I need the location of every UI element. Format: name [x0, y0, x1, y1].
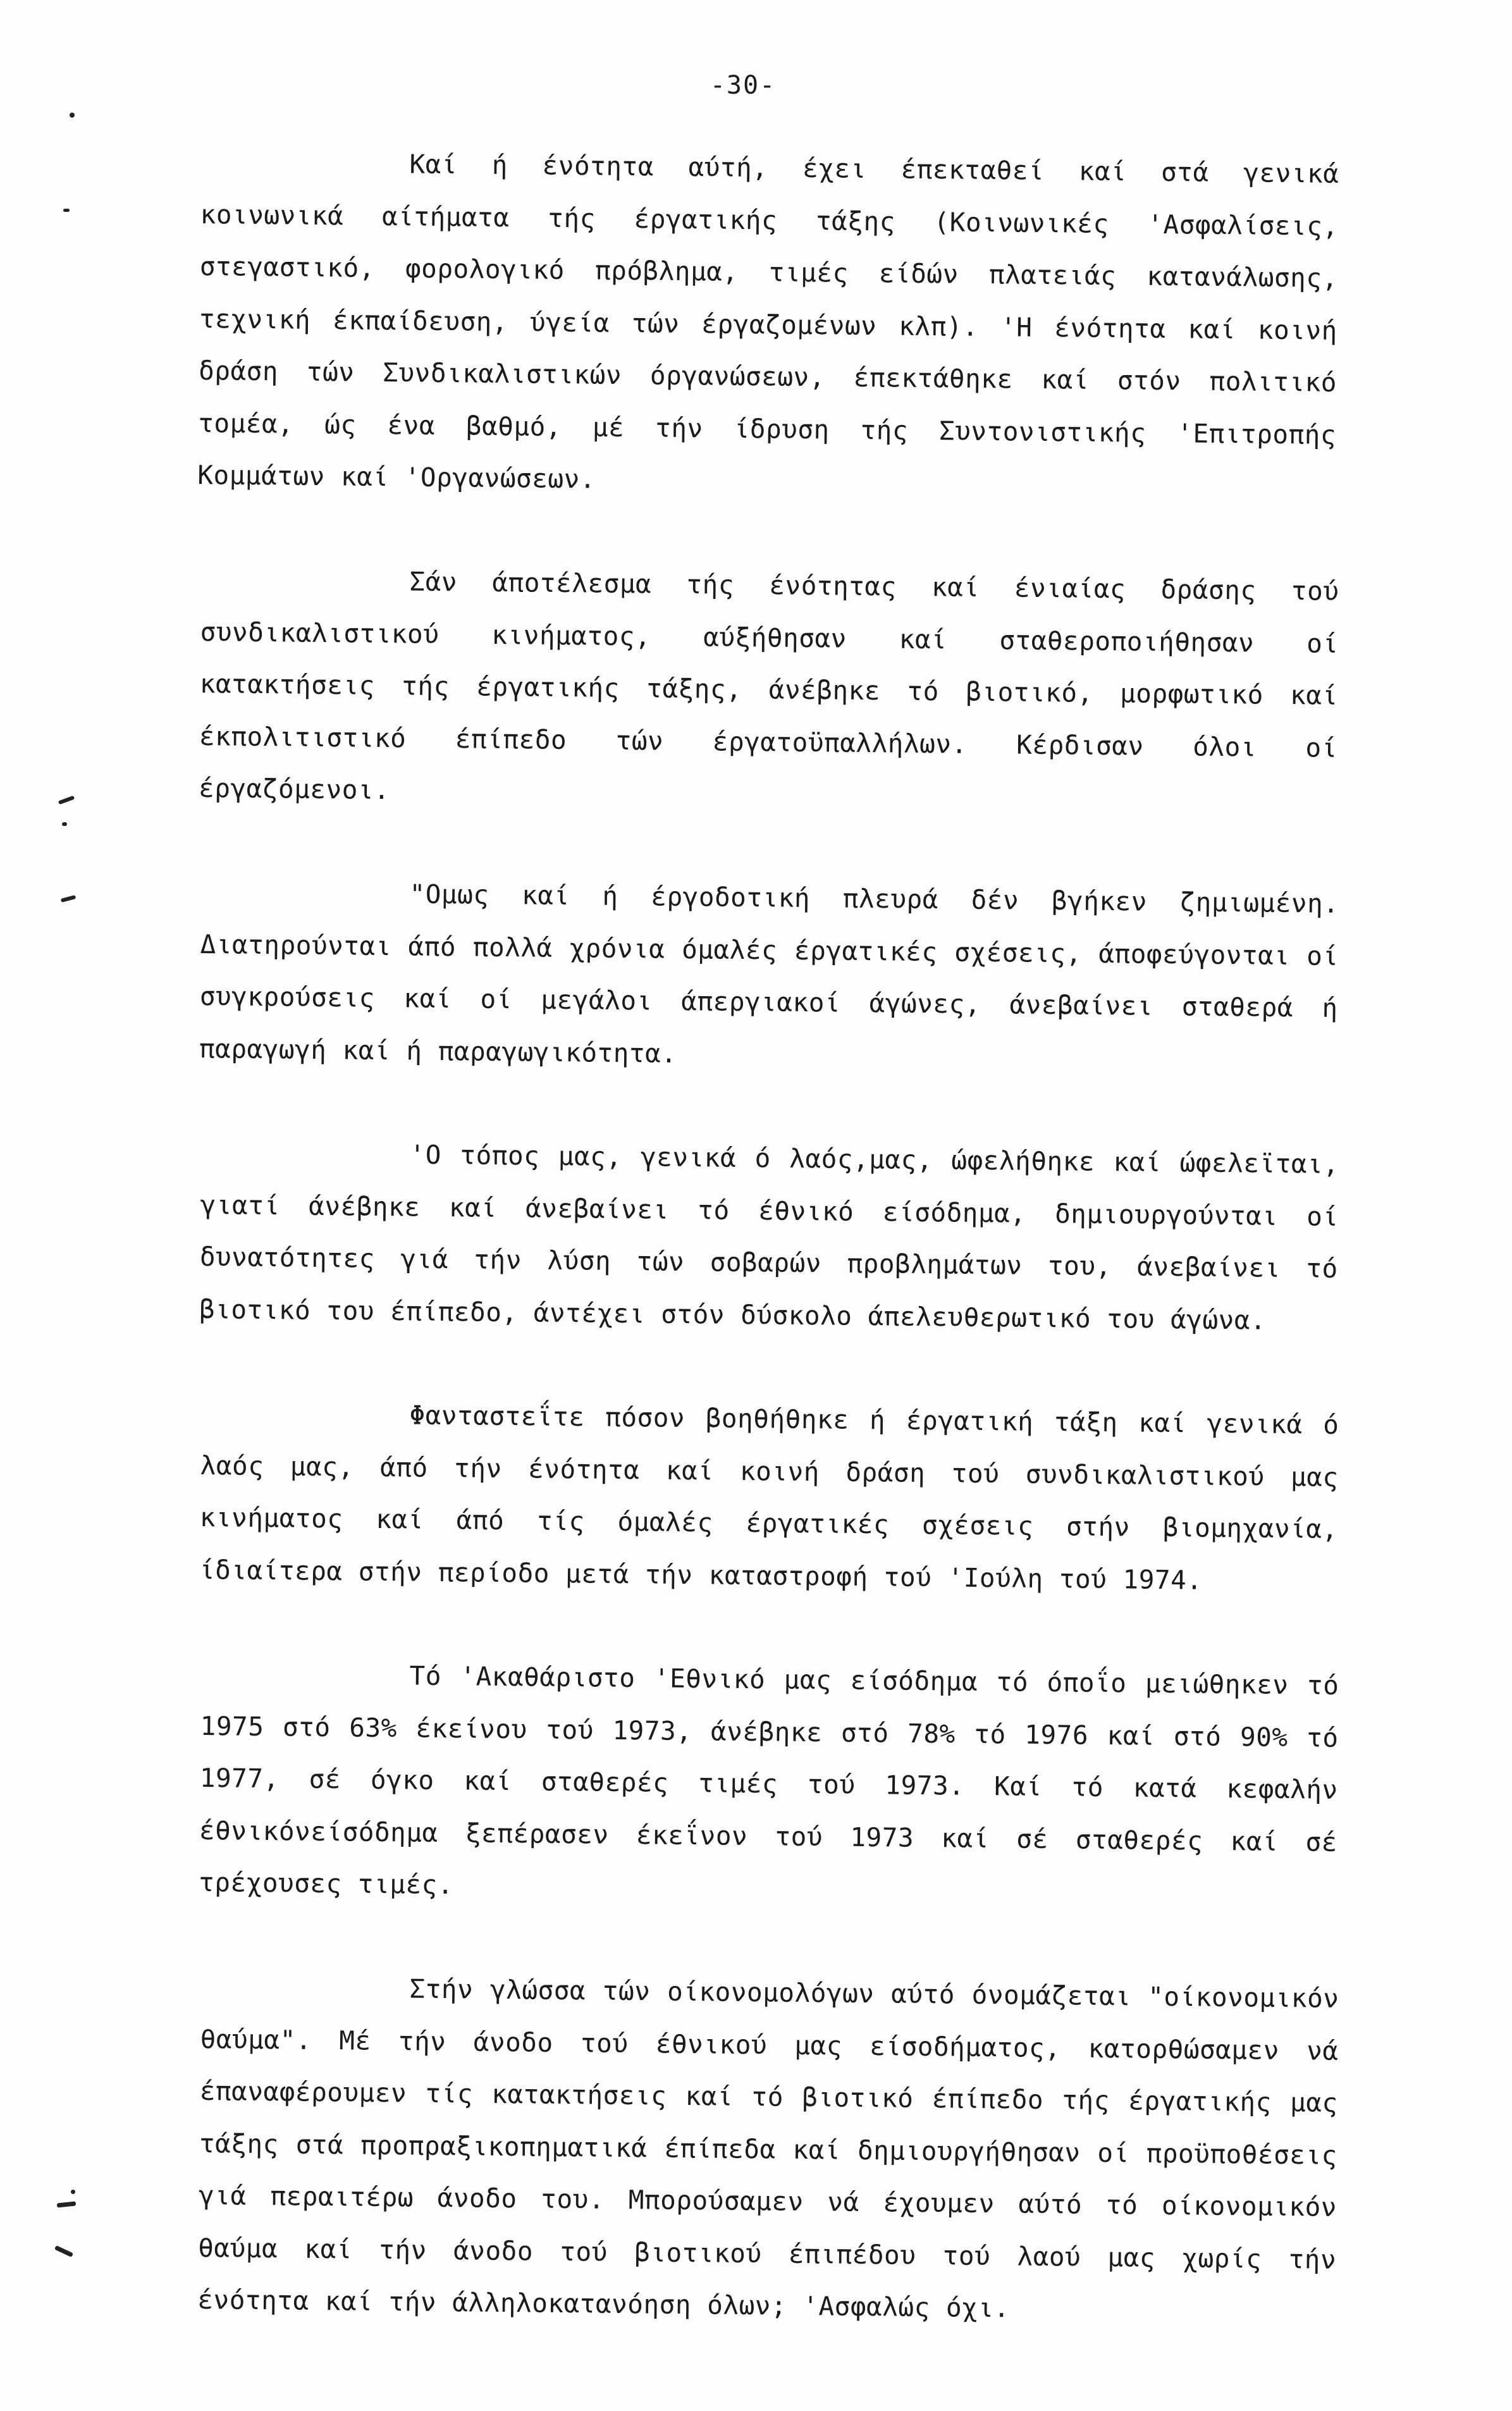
scan-speck [71, 2190, 75, 2194]
scan-speck [57, 2201, 77, 2207]
scan-speck [61, 895, 77, 903]
body-text [197, 136, 1339, 2326]
paragraph-1: Καί ή ένότητα αύτή, έχει έπεκταθεί καί στά γενικά κοινωνικά αίτήματα τής έργατικής τάξης (Κοινωνικές 'Ασφαλίσεις, στεγαστικό, φορολογικό πρόβλημα, τιμές είδών πλατειάς κατανάλωσης, τεχνική έκπαίδευση, ύγεία τών έργαζομένων κλπ). 'Η ένότητα καί κοινή δράση τών Συνδικαλιστικών όργανώσεων, έπεκτάθηκε καί στόν πολιτικό τομέα, ώς ένα βαθμό, μέ τήν ίδρυση τής Συντονιστικής 'Επιτροπής Κομμάτων καί 'Οργανώσεων. [197, 149, 1339, 495]
scan-speck [62, 822, 67, 826]
paragraph-3: "Ομως καί ή έργοδοτική πλευρά δέν βγήκεν ζημιωμένη. Διατηρούνται άπό πολλά χρόνια όμαλές έργατικές σχέσεις, άποφεύγονται οί συγκρούσεις καί οί μεγάλοι άπεργιακοί άγώνες, άνεβαίνει σταθερά ή παραγωγή καί ή παραγωγικότητα. [199, 879, 1339, 1069]
paragraph-4: 'Ο τόπος μας, γενικά ό λαός,μας, ώφελήθηκε καί ώφελεϊται, γιατί άνέβηκε καί άνεβαίνει τό έθνικό είσόδημα, δημιουργούνται οί δυνατότητες γιά τήν λύση τών σοβαρών προβλημάτων του, άνεβαίνει τό βιοτικό του έπίπεδο, άντέχει στόν δύσκολο άπελευθερωτικό του άγώνα. [199, 1139, 1339, 1336]
paragraph-5: Φανταστεΐτε πόσον βοηθήθηκε ή έργατική τάξη καί γενικά ό λαός μας, άπό τήν ένότητα καί κοινή δράση τού συνδικαλιστικού μας κινήματος καί άπό τίς όμαλές έργατικές σχέσεις στήν βιομηχανία, ίδιαίτερα στήν περίοδο μετά τήν καταστροφή τού 'Ιούλη τού 1974. [199, 1400, 1339, 1596]
paragraph-2: Σάν άποτέλεσμα τής ένότητας καί ένιαίας δράσης τού συνδικαλιστικού κινήματος, αύξήθησαν καί σταθεροποιήθησαν οί κατακτήσεις τής έργατικής τάξης, άνέβηκε τό βιοτικό, μορφωτικό καί έκπολιτιστικό έπίπεδο τών έργατοϋπαλλήλων. Κέρδισαν όλοι οί έργαζόμενοι. [198, 565, 1339, 805]
paragraph-7: Στήν γλώσσα τών οίκονομολόγων αύτό όνομάζεται "οίκονομικόν θαύμα". Μέ τήν άνοδο τού έθνικού μας είσοδήματος, κατορθώσαμεν νά έπαναφέρουμεν τίς κατακτήσεις καί τό βιοτικό έπίπεδο τής έργατικής μας τάξης στά προπραξικοπηματικά έπίπεδα καί δημιουργήθησαν οί προϋποθέσεις γιά περαιτέρω άνοδο του. Μπορούσαμεν νά έχουμεν αύτό τό οίκονομικόν θαύμα καί τήν άνοδο τού βιοτικού έπιπέδου τού λαού μας χωρίς τήν ένότητα καί τήν άλληλοκατανόηση όλων; 'Ασφαλώς όχι. [197, 1973, 1339, 2323]
page-number: -30- [710, 71, 777, 100]
scan-speck [54, 2245, 73, 2257]
paragraph-6: Τό 'Ακαθάριστο 'Εθνικό μας είσόδημα τό όποΐο μειώθηκεν τό 1975 στό 63% έκείνου τού 1973, άνέβηκε στό 78% τό 1976 καί στό 90% τό 1977, σέ όγκο καί σταθερές τιμές τού 1973. Καί τό κατά κεφαλήν έθνικόνείσόδημα ξεπέρασεν έκεΐνον τού 1973 καί σέ σταθερές καί σέ τρέχουσες τιμές. [198, 1660, 1339, 1901]
scan-speck [58, 796, 75, 805]
scan-speck [63, 209, 70, 212]
scan-speck [70, 113, 75, 118]
